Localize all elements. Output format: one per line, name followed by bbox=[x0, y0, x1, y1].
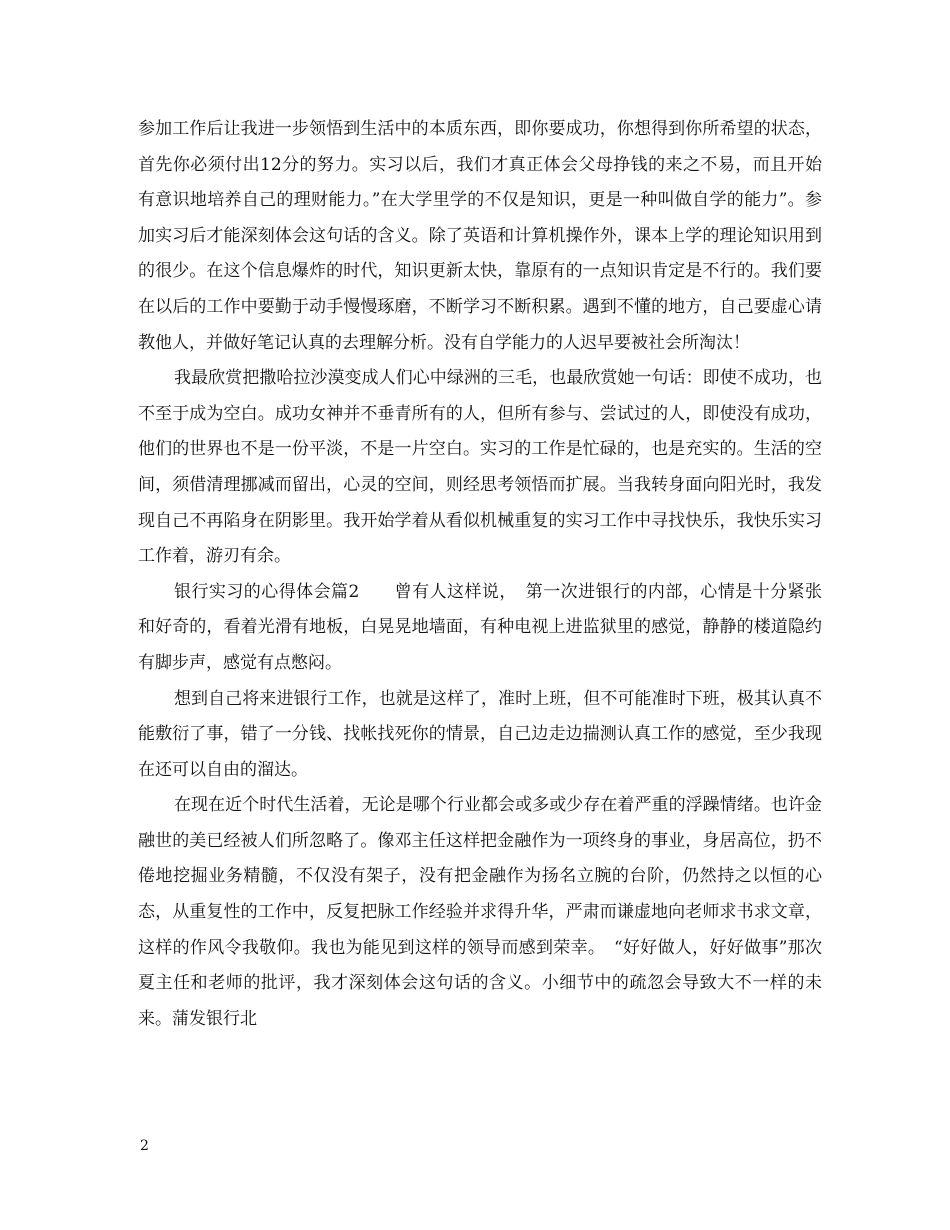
body-text bbox=[138, 112, 822, 1037]
paragraph-2: 我最欣赏把撒哈拉沙漠变成人们心中绿洲的三毛，也最欣赏她一句话：即使不成功，也不至于成为空白。成功女神并不垂青所有的人，但所有参与、尝试过的人，即使没有成功，他们的世界也不是一份平淡，不是一片空白。实习的工作是忙碌的，也是充实的。生活的空间，须借清理挪减而留出，心灵的空间，则经思考领悟而扩展。当我转身面向阳光时，我发现自己不再陷身在阴影里。我开始学着从看似机械重复的实习工作中寻找快乐，我快乐实习工作着，游刃有余。 bbox=[138, 368, 822, 567]
paragraph-4: 想到自己将来进银行工作，也就是这样了，准时上班，但不可能准时下班，极其认真不能敷衍了事，错了一分钱、找帐找死你的情景，自己边走边揣测认真工作的感觉，至少我现在还可以自由的溜达。 bbox=[138, 688, 822, 780]
paragraph-1: 参加工作后让我进一步领悟到生活中的本质东西，即你要成功，你想得到你所希望的状态，首先你必须付出12分的努力。实习以后，我们才真正体会父母挣钱的来之不易，而且开始有意识地培养自己的理财能力。”在大学里学的不仅是知识，更是一种叫做自学的能力”。参加实习后才能深刻体会这句话的含义。除了英语和计算机操作外，课本上学的理论知识用到的很少。在这个信息爆炸的时代，知识更新太快，靠原有的一点知识肯定是不行的。我们要在以后的工作中要勤于动手慢慢琢磨，不断学习不断积累。遇到不懂的地方，自己要虚心请教他人，并做好笔记认真的去理解分析。没有自学能力的人迟早要被社会所淘汰！ bbox=[138, 119, 822, 353]
page-number: 2 bbox=[140, 1138, 149, 1154]
paragraph-3: 银行实习的心得体会篇2 曾有人这样说， 第一次进银行的内部，心情是十分紧张和好奇的，看着光滑有地板，白晃晃地墙面，有种电视上进监狱里的感觉，静静的楼道隐约有脚步声，感觉有点憋闷。 bbox=[138, 581, 822, 673]
paragraph-5: 在现在近个时代生活着，无论是哪个行业都会或多或少存在着严重的浮躁情绪。也许金融世的美已经被人们所忽略了。像邓主任这样把金融作为一项终身的事业，身居高位，扔不倦地挖掘业务精髓，不仅没有架子，没有把金融作为扬名立腕的台阶，仍然持之以恒的心态，从重复性的工作中，反复把脉工作经验并求得升华，严肃而谦虚地向老师求书求文章，这样的作风令我敬仰。我也为能见到这样的领导而感到荣幸。 “好好做人，好好做事”那次夏主任和老师的批评，我才深刻体会这句话的含义。小细节中的疏忽会导致大不一样的未来。蒲发银行北 bbox=[138, 795, 822, 1029]
